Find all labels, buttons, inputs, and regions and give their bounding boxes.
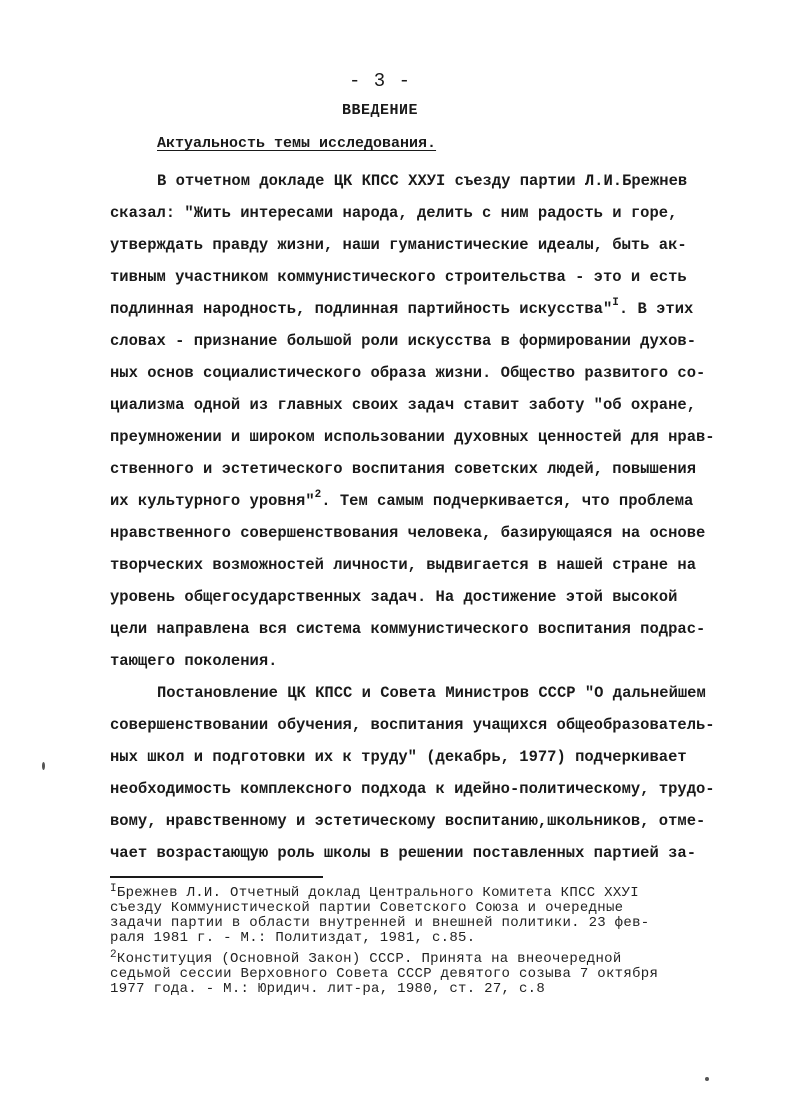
page-number: - 3 -	[348, 70, 411, 92]
text-line: чает возрастающую роль школы в решении поставленных партией за-	[110, 844, 696, 862]
text-line: ных основ социалистического образа жизни. Общество развитого со-	[110, 364, 706, 382]
footnote-line	[110, 883, 750, 901]
text-line: Постановление ЦК КПСС и Совета Министров СССР "О дальнейшем	[157, 684, 706, 702]
footnote-1	[110, 883, 750, 946]
text-line: цели направлена вся система коммунистического воспитания подрас-	[110, 620, 706, 638]
scan-speck	[705, 1077, 709, 1081]
footnote-mark: I	[110, 883, 117, 895]
scan-speck	[42, 762, 45, 770]
text-line-part: . Тем самым подчеркивается, что проблема	[321, 492, 694, 510]
footnote-divider	[110, 876, 323, 878]
text-line	[110, 485, 750, 517]
text-line: ных школ и подготовки их к труду" (декабрь, 1977) подчеркивает	[110, 748, 687, 766]
footnote-2	[110, 949, 750, 997]
paragraph-2	[110, 677, 750, 869]
text-line	[110, 293, 750, 325]
text-line: творческих возможностей личности, выдвигается в нашей стране на	[110, 556, 696, 574]
text-line: тающего поколения.	[110, 652, 278, 670]
page-title: ВВЕДЕНИЕ	[341, 102, 418, 119]
footnote-text: Брежнев Л.И. Отчетный доклад Центрального Комитета КПСС XXУI	[116, 885, 639, 901]
text-line: утверждать правду жизни, наши гуманистические идеалы, быть ак-	[110, 236, 687, 254]
text-line-part: подлинная народность, подлинная партийность искусства"	[110, 300, 613, 318]
text-line: нравственного совершенствования человека, базирующаяся на основе	[110, 524, 706, 542]
footnote-line: съезду Коммунистической партии Советского Союза и очередные	[110, 900, 624, 916]
footnote-line	[110, 949, 750, 967]
footnote-line: 1977 года. - М.: Юридич. лит-ра, 1980, ст. 27, с.8	[110, 981, 546, 997]
text-line: циализма одной из главных своих задач ставит заботу "об охране,	[110, 396, 696, 414]
footnotes	[110, 883, 750, 999]
text-line: уровень общегосударственных задач. На достижение этой высокой	[110, 588, 678, 606]
text-line: необходимость комплексного подхода к идейно-политическому, трудо-	[110, 780, 715, 798]
text-line-part: их культурного уровня"	[110, 492, 315, 510]
text-line: тивным участником коммунистического строительства - это и есть	[110, 268, 687, 286]
text-line: вому, нравственному и эстетическому воспитанию,школьников, отме-	[110, 812, 706, 830]
footnote-ref-1: I	[612, 297, 619, 309]
text-line: В отчетном докладе ЦК КПСС XXУI съезду партии Л.И.Брежнев	[157, 172, 688, 190]
text-line: ственного и эстетического воспитания советских людей, повышения	[110, 460, 696, 478]
section-subtitle: Актуальность темы исследования.	[157, 135, 437, 152]
footnote-mark: 2	[110, 949, 117, 961]
text-line: сказал: "Жить интересами народа, делить с ним радость и горе,	[110, 204, 678, 222]
text-line: совершенствовании обучения, воспитания учащихся общеобразователь-	[110, 716, 715, 734]
footnote-ref-2: 2	[314, 489, 322, 501]
footnote-line: седьмой сессии Верховного Совета СССР девятого созыва 7 октября	[110, 966, 659, 982]
footnote-text: Конституция (Основной Закон) СССР. Принята на внеочередной	[116, 951, 622, 967]
text-line-part: . В этих	[618, 300, 694, 318]
text-line: преумножении и широком использовании духовных ценностей для нрав-	[110, 428, 715, 446]
paragraph-1	[110, 165, 750, 677]
footnote-line: раля 1981 г. - М.: Политиздат, 1981, с.85.	[110, 930, 476, 946]
footnote-line: задачи партии в области внутренней и внешней политики. 23 фев-	[110, 915, 650, 931]
text-line: словах - признание большой роли искусства в формировании духов-	[110, 332, 696, 350]
